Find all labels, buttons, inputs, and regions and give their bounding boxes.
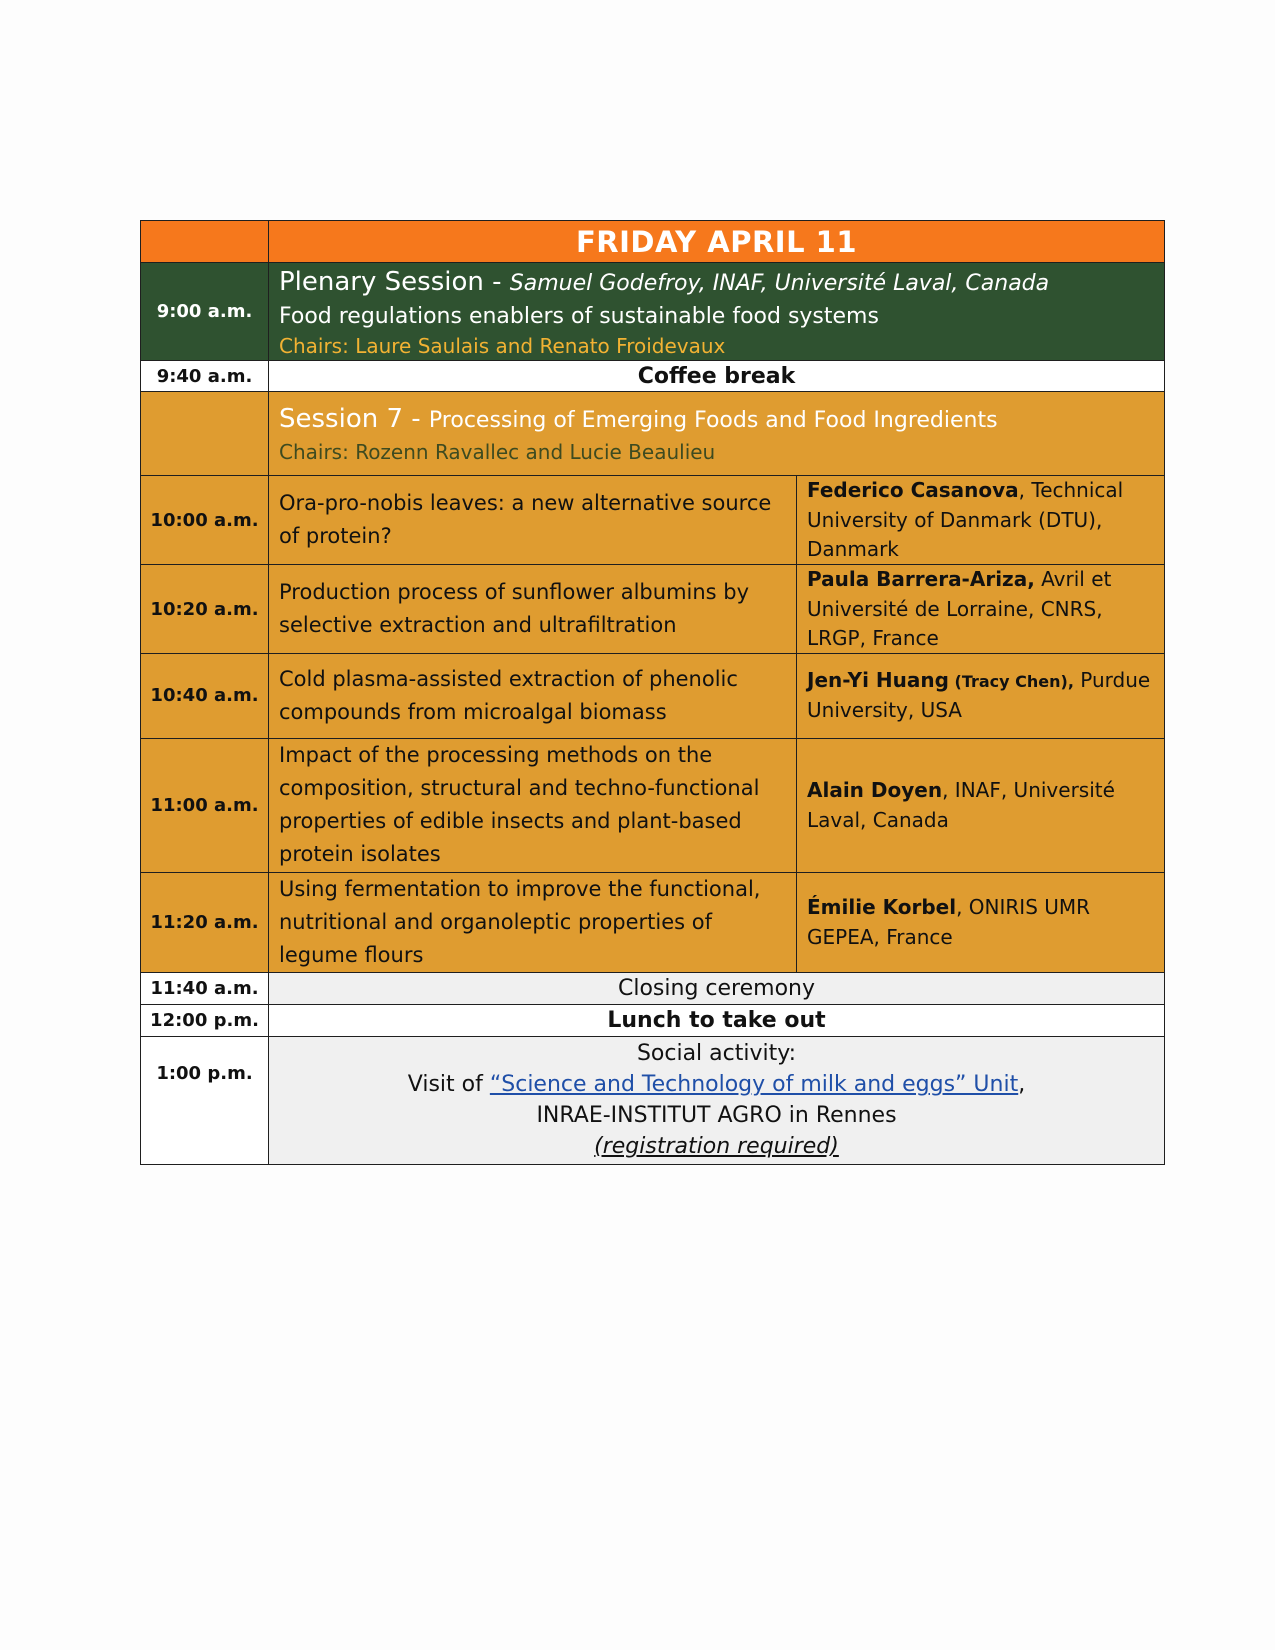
talk-time: 10:00 a.m. bbox=[141, 476, 269, 565]
talk-row bbox=[141, 654, 1165, 738]
talk-speaker-cell bbox=[797, 565, 1165, 654]
session7-row bbox=[141, 392, 1165, 476]
talk-speaker-cell bbox=[797, 476, 1165, 565]
talk-row bbox=[141, 738, 1165, 872]
closing-time: 11:40 a.m. bbox=[141, 972, 269, 1004]
lunch-time: 12:00 p.m. bbox=[141, 1004, 269, 1036]
plenary-label: Plenary Session - bbox=[279, 266, 510, 297]
header-time-cell bbox=[141, 221, 269, 263]
talk-row bbox=[141, 872, 1165, 972]
header-row bbox=[141, 221, 1165, 263]
plenary-chairs: Chairs: Laure Saulais and Renato Froidevaux bbox=[279, 333, 726, 358]
talk-time: 10:40 a.m. bbox=[141, 654, 269, 738]
talk-title: Cold plasma-assisted extraction of phenolic compounds from microalgal biomass bbox=[269, 654, 797, 738]
social-cell bbox=[269, 1036, 1165, 1164]
talk-title: Using fermentation to improve the functional, nutritional and organoleptic properties of legume flours bbox=[269, 872, 797, 972]
speaker-affiliation: Avril et Université de Lorraine, CNRS, LRGP, France bbox=[807, 567, 1112, 651]
session7-time-cell bbox=[141, 392, 269, 476]
talk-speaker-cell bbox=[797, 738, 1165, 872]
plenary-speaker: Samuel Godefroy, INAF, Université Laval, Canada bbox=[509, 270, 1050, 296]
talk-speaker-cell bbox=[797, 872, 1165, 972]
schedule-table bbox=[140, 220, 1165, 1165]
talk-row bbox=[141, 565, 1165, 654]
lunch-row bbox=[141, 1004, 1165, 1036]
speaker-affiliation: , ONIRIS UMR GEPEA, France bbox=[807, 894, 1091, 949]
talk-time: 11:20 a.m. bbox=[141, 872, 269, 972]
talk-time: 10:20 a.m. bbox=[141, 565, 269, 654]
talk-title: Impact of the processing methods on the composition, structural and techno-functional properties of edible insects and plant-based protein isolates bbox=[269, 738, 797, 872]
plenary-cell bbox=[269, 263, 1165, 361]
social-time: 1:00 p.m. bbox=[141, 1036, 269, 1164]
coffee-time: 9:40 a.m. bbox=[141, 361, 269, 392]
visit-prefix: Visit of bbox=[407, 1072, 490, 1098]
speaker-name: Émilie Korbel bbox=[807, 894, 957, 919]
session7-chairs: Chairs: Rozenn Ravallec and Lucie Beaulieu bbox=[279, 439, 716, 464]
day-title: FRIDAY APRIL 11 bbox=[269, 221, 1165, 263]
talk-title: Production process of sunflower albumins by selective extraction and ultrafiltration bbox=[269, 565, 797, 654]
closing-label: Closing ceremony bbox=[269, 972, 1165, 1004]
registration-note: (registration required) bbox=[594, 1134, 839, 1160]
plenary-row bbox=[141, 263, 1165, 361]
coffee-label: Coffee break bbox=[269, 361, 1165, 392]
session7-label: Session 7 - bbox=[279, 403, 429, 434]
speaker-name: Paula Barrera-Ariza, bbox=[807, 567, 1035, 592]
lunch-label: Lunch to take out bbox=[269, 1004, 1165, 1036]
visit-suffix: , bbox=[1018, 1072, 1026, 1098]
talk-row bbox=[141, 476, 1165, 565]
talk-speaker-cell bbox=[797, 654, 1165, 738]
social-row bbox=[141, 1036, 1165, 1164]
talk-title: Ora-pro-nobis leaves: a new alternative source of protein? bbox=[269, 476, 797, 565]
coffee-row bbox=[141, 361, 1165, 392]
speaker-note: (Tracy Chen), bbox=[948, 672, 1074, 692]
unit-link[interactable]: “Science and Technology of milk and eggs” Unit bbox=[489, 1072, 1019, 1098]
speaker-name: Alain Doyen bbox=[807, 777, 943, 802]
speaker-name: Jen-Yi Huang bbox=[807, 668, 949, 693]
plenary-time: 9:00 a.m. bbox=[141, 263, 269, 361]
speaker-name: Federico Casanova bbox=[807, 478, 1019, 503]
plenary-topic: Food regulations enablers of sustainable food systems bbox=[279, 303, 879, 329]
speaker-affiliation: Purdue University, USA bbox=[807, 668, 1151, 723]
speaker-affiliation: , INAF, Université Laval, Canada bbox=[807, 777, 1115, 832]
social-heading: Social activity: bbox=[636, 1041, 797, 1067]
social-location: INRAE-INSTITUT AGRO in Rennes bbox=[536, 1103, 897, 1129]
closing-row bbox=[141, 972, 1165, 1004]
talk-time: 11:00 a.m. bbox=[141, 738, 269, 872]
session7-title: Processing of Emerging Foods and Food Ingredients bbox=[428, 407, 998, 433]
speaker-affiliation: , Technical University of Danmark (DTU), Danmark bbox=[807, 478, 1124, 562]
session7-cell bbox=[269, 392, 1165, 476]
